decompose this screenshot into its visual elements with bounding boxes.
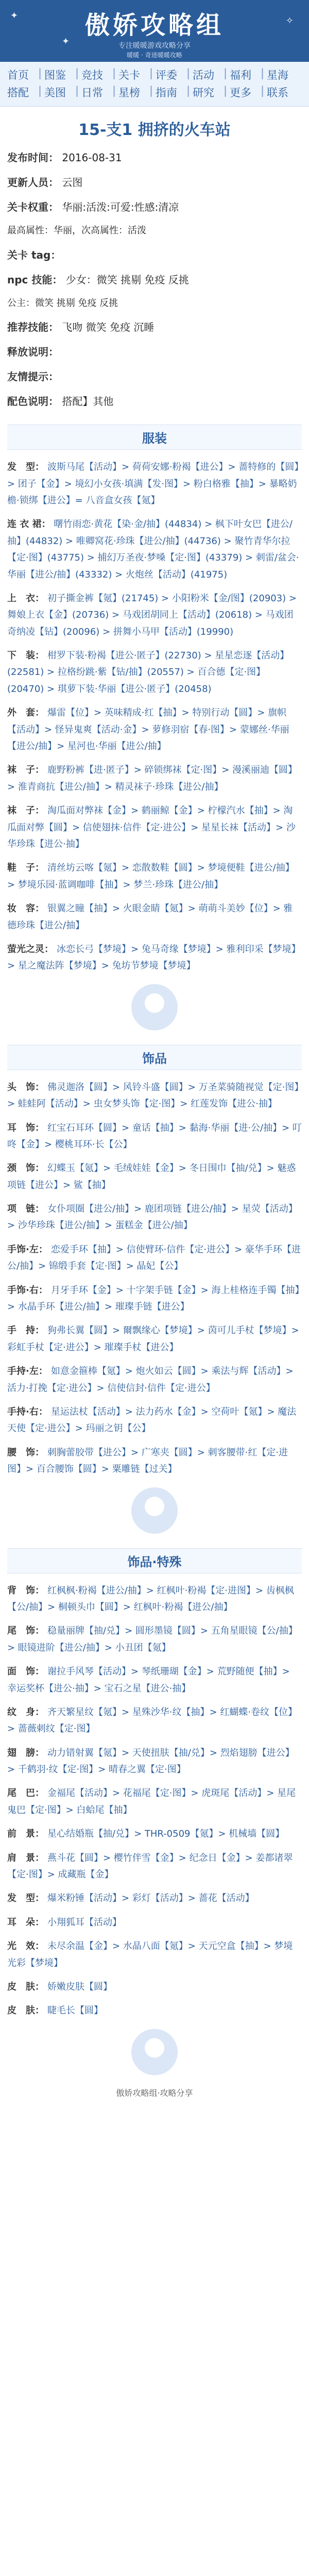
list-item (7, 459, 302, 509)
item-label: 翅 膀： (7, 1747, 44, 1758)
item-label: 腰 饰： (7, 1447, 44, 1458)
item-text: 狗弗长翼【圆】> 爾飘缘心【梦境】> 茵可儿手杖【梦境】> 彩虹手杖【定·进公】> 璀璨手杖【进公】 (7, 1325, 299, 1353)
item-text: 刺胸蕾胶带【进公】> 广寒夹【圆】> 刺客腰带·红【定·进图】> 百合腰饰【圆】> 粟雕链【过关】 (7, 1447, 288, 1475)
list-item (7, 516, 302, 583)
item-text: 鹿野粉裤【进·匿子】> 碎锁绑袜【定·图】> 漫溪丽迪【圆】> 淮青商抗【进公/抽】> 精灵袜子·珍珠【进公/抽】 (7, 765, 298, 792)
nav-separator: | (224, 67, 228, 79)
item-label: 手持·左： (7, 1366, 48, 1377)
list-item (7, 1623, 302, 1656)
item-label: 头 饰： (7, 1081, 44, 1093)
item-text: 幻蝶玉【氪】> 毛绒娃娃【金】> 冬日围巾【抽/兑】> 魅惑项链【进公】> 鲨【抽】 (7, 1163, 296, 1191)
info-label: 推荐技能： (7, 321, 59, 334)
item-label: 尾 饰： (7, 1625, 44, 1637)
item-label: 项 链： (7, 1204, 44, 1215)
info-label: 关卡权重： (7, 201, 59, 213)
list-item (7, 1785, 302, 1819)
item-text: 女仆项圈【进公/抽】> 鹿团项链【进公/抽】> 星荧【活动】> 沙华珍珠【进公/抽】> 蛋糕金【进公/抽】 (7, 1204, 298, 1231)
nav-separator: | (38, 67, 42, 79)
list-item (7, 1363, 302, 1397)
mascot-image (131, 1487, 178, 1534)
info-label: npc 技能： (7, 273, 63, 286)
item-label: 耳 饰： (7, 1122, 44, 1133)
item-text: 红宝石耳环【圆】> 童话【抽】> 黏海·华丽【进·公/抽】> 叮咚【金】> 樱桃耳环·长【公】 (7, 1122, 302, 1150)
info-line (7, 174, 302, 191)
item-text: 波斯马尾【活动】> 荷荷安娜·粉褐【进公】> 蔷特修的【圆】> 团子【金】> 境幻小女孩·填满【发·图】> 粉白格雅【抽】> 暴略奶檐·锁绑【进公】= 八音盒女孩【氪】 (7, 462, 299, 506)
info-line (7, 198, 302, 216)
info-line (7, 149, 302, 166)
item-label: 下 装： (7, 650, 44, 662)
nav-item[interactable]: 活动 (193, 69, 214, 81)
nav-separator: | (186, 84, 191, 97)
page-title: 15-支1 拥挤的火车站 (78, 121, 231, 139)
nav-item[interactable]: 联系 (267, 87, 288, 99)
nav-item[interactable]: 美图 (44, 87, 66, 99)
footer-text: 傲娇攻略组·攻略分享 (116, 2088, 193, 2098)
item-label: 前 景： (7, 1828, 44, 1840)
item-text: 曙竹雨恋·黄花【染·金/抽】(44834) > 枫下叶女巴【进公/抽】(44832) > 唯卿窝花·珍珠【进公/抽】(44736) > 聚竹青华尔拉【定·图】(43775) > 捕幻万圣夜·梦嗓【定·图】(43379) > 刺雷/盆会·华丽【进公/抽】(43332) > 火炮丝【活动】(41975) (7, 519, 299, 580)
item-text: 爆米粉锤【活动】> 彩灯【活动】> 蔷花【活动】 (47, 1893, 254, 1904)
nav-item[interactable]: 评委 (156, 69, 177, 81)
item-text: 佛灵迦洛【圆】> 风铃斗盛【圆】> 万圣菜骑随视觉【定·图】> 蛙蛙阿【活动】> 虫女梦头饰【定·图】> 红莲发饰【进公·抽】 (7, 1081, 299, 1110)
info-line (7, 296, 302, 312)
nav-item[interactable]: 竞技 (81, 69, 103, 81)
nav-separator: | (186, 67, 191, 79)
article-content (0, 107, 309, 2098)
item-label: 萤光之灵： (7, 943, 54, 955)
item-label: 手持·右： (7, 1406, 48, 1417)
info-value: 搭配】其他 (62, 395, 114, 408)
list-item (7, 1079, 302, 1113)
info-value: 最高属性：华丽，次高属性：活泼 (7, 225, 146, 236)
item-text: 如意金箍棒【氪】> 炮火如云【圆】> 乘法与辉【活动】> 活力·打挽【定·进公】> 信使信封·信件【定·进公】 (7, 1366, 294, 1394)
item-text: 金福尾【活动】> 花福尾【定·图】> 虎斑尾【活动】> 星尾鬼巴【定·图】> 白蛤尾【抽】 (7, 1788, 296, 1816)
list-item (7, 1914, 302, 1931)
item-label: 袜 子： (7, 765, 44, 776)
info-block (7, 149, 302, 410)
item-label: 背 饰： (7, 1585, 44, 1596)
item-text: 冰恋长弓【梦境】> 兔马奇缘【梦境】> 雅利印采【梦境】> 星之魔法阵【梦境】> 兔坊节梦境【梦境】 (7, 943, 301, 972)
nav-separator: | (261, 84, 265, 97)
nav-row-1 (7, 66, 302, 83)
list-item (7, 1704, 302, 1738)
item-label: 肩 景： (7, 1852, 44, 1863)
item-label: 面 饰： (7, 1666, 44, 1677)
item-text: 清丝坊云喀【氪】> 恋散数鞋【圆】> 梦境便鞋【进公/抽】> 梦境乐园·蓝调咖啡【抽】> 梦兰·珍珠【进公/抽】 (7, 862, 295, 890)
item-label: 发 型： (7, 1893, 44, 1904)
site-subtitle: 专注暖暖游戏攻略分享 (118, 42, 191, 50)
star-icon: ✧ (285, 15, 294, 26)
list-item (7, 1826, 302, 1842)
nav-item[interactable]: 图鉴 (44, 69, 66, 81)
info-line (7, 271, 302, 289)
info-value: 华丽:活泼:可爱:性感:清凉 (62, 201, 179, 213)
item-label: 连 衣 裙： (7, 519, 51, 530)
list-item (7, 1323, 302, 1356)
info-line (7, 223, 302, 239)
list-item (7, 860, 302, 893)
info-line (7, 393, 302, 410)
nav-separator: | (112, 67, 116, 79)
item-label: 耳 朵： (7, 1917, 44, 1928)
item-text: 睫毛长【圆】 (47, 2005, 103, 2016)
item-label: 袜 子： (7, 805, 44, 817)
info-label: 配色说明： (7, 395, 59, 408)
nav-separator: | (149, 84, 153, 97)
info-label: 关卡 tag： (7, 248, 61, 261)
item-label: 皮 肤： (7, 1981, 44, 1992)
item-text: 星运法杖【活动】> 法力药水【金】> 空荷叶【氪】> 魔法天使【定·进公】> 玛丽之钥【公】 (7, 1406, 297, 1434)
list-item (7, 1850, 302, 1884)
nav-item[interactable]: 福利 (230, 69, 251, 81)
list-item (7, 901, 302, 934)
site-title: 傲娇攻略组 (84, 11, 224, 40)
nav-separator: | (224, 84, 228, 97)
list-item (7, 1890, 302, 1907)
item-label: 发 型： (7, 462, 44, 473)
item-text: 燕斗花【圆】> 樱竹伴雪【金】> 纪念日【金】> 姜都诸翠【定·图】> 成藏瓶【金】 (7, 1852, 293, 1880)
item-text: 柑罗下装·粉褐【进公·匿子】(22730) > 星星恋逐【活动】(22581) > 拉格纷跳·紫【钻/抽】(20557) > 百合德【定·图】(20470) > 琪萝下装·华丽【进公·匿子】(20458) (7, 650, 289, 694)
list-item (7, 762, 302, 795)
list-item (7, 941, 302, 975)
item-label: 纹 身： (7, 1706, 44, 1718)
site-header (0, 0, 309, 62)
list-item (7, 1242, 302, 1275)
nav-separator: | (75, 84, 79, 97)
item-text: 稳量丽牌【抽/兑】> 圆形墨镜【圆】> 五角星眼镜【公/抽】> 眼镜进阶【进公/抽】> 小丑团【氪】 (7, 1625, 298, 1653)
info-label: 友情提示： (7, 370, 59, 383)
section-title: 饰品 (7, 1045, 302, 1070)
nav-separator: | (112, 84, 116, 97)
info-value: 公主：微笑 挑剔 免疫 反挑 (7, 297, 118, 309)
item-label: 手 持： (7, 1325, 44, 1336)
nav-item[interactable]: 更多 (230, 87, 251, 99)
section-title: 饰品·特殊 (7, 1548, 302, 1573)
info-line (7, 343, 302, 361)
nav-item[interactable]: 星榜 (118, 87, 140, 99)
list-item (7, 2003, 302, 2019)
info-value: 少女：微笑 挑剔 免疫 反挑 (65, 273, 189, 286)
item-label: 皮 肤： (7, 2005, 44, 2016)
site-subtitle-2: 暖暖 · 奇迹暖暖攻略 (127, 52, 182, 59)
item-text: 谢拉手风琴【活动】> 琴纸珊瑚【金】> 荒野随便【抽】> 幸运奖杯【进公·抽】> 宝石之星【进公·抽】 (7, 1666, 290, 1694)
info-label: 更新人员： (7, 176, 59, 189)
item-text: 星心结婚瓶【抽/兑】> THR-0509【氪】> 机械墙【圆】 (47, 1828, 285, 1840)
item-text: 小翔狐耳【活动】 (47, 1917, 122, 1928)
list-item (7, 803, 302, 853)
info-label: 发布时间： (7, 151, 59, 164)
star-icon: ✦ (10, 10, 19, 21)
item-text: 月牙手环【金】> 十字架手链【金】> 海上桂格连手镯【抽】> 水晶手环【进公/抽】> 璀璨手链【进公】 (7, 1284, 300, 1313)
nav-separator: | (261, 67, 265, 79)
info-line (7, 246, 302, 264)
item-label: 妆 容： (7, 903, 44, 914)
list-item (7, 648, 302, 698)
item-label: 尾 巴： (7, 1788, 44, 1799)
list-item (7, 705, 302, 755)
mascot-image (131, 984, 178, 1030)
item-text: 初子撕金裤【氪】(21745) > 小阳粉米【金/图】(20903) > 舞娘上衣【金】(20736) > 马戏团胡同上【活动】(20618) > 马戏团奇纳凌【钻】(20096) > 拼舞小马甲【活动】(19990) (7, 592, 297, 637)
item-text: 恋爱手环【抽】> 信使臂环·信件【定·进公】> 豪华手环【进公/抽】> 锦缎手套【定·图】> 晶妃【公】 (7, 1244, 301, 1272)
nav-item[interactable]: 研究 (193, 87, 214, 99)
nav-separator: | (149, 67, 153, 79)
nav-row-2 (7, 83, 302, 101)
list-item (7, 1938, 302, 1972)
list-item (7, 1979, 302, 1995)
info-value: 2016-08-31 (62, 151, 122, 164)
nav-separator: | (38, 84, 42, 97)
nav-separator: | (75, 67, 79, 79)
mascot-image (131, 2029, 178, 2075)
list-item (7, 1583, 302, 1616)
item-text: 动力错射翼【氪】> 天使扭肤【抽/兑】> 烈焰翅膀【进公】> 千鹤羽·纹【定·图】> 晴春之翼【定·图】 (7, 1747, 295, 1775)
item-text: 齐天繁星纹【氪】> 星殊沙华·纹【抽】> 红蝴蝶·卷纹【位】> 蔷薇刺纹【定·图】 (7, 1706, 298, 1735)
item-text: 红枫枫·粉褐【进公/抽】> 红枫叶·粉褐【定·进图】> 齿枫枫【公/抽】> 桐顿头巾【圆】> 红枫叶·粉褐【进公/抽】 (7, 1585, 294, 1613)
top-nav (0, 62, 309, 107)
info-line (7, 318, 302, 336)
item-label: 手饰·左： (7, 1244, 48, 1255)
item-label: 手饰·右： (7, 1284, 48, 1296)
item-text: 淘瓜面对弊袜【金】> 鹤丽鲸【金】> 柠檬汽水【抽】> 淘瓜面对弊【圆】> 信使翅抹·信件【定·进公】> 星星长袜【活动】> 沙华珍珠【进公·抽】 (7, 805, 296, 850)
list-item (7, 1664, 302, 1697)
nav-item[interactable]: 搭配 (7, 87, 29, 99)
list-item (7, 1404, 302, 1437)
nav-item[interactable]: 指南 (156, 87, 177, 99)
list-item (7, 1201, 302, 1234)
item-label: 鞋 子： (7, 862, 44, 874)
nav-item[interactable]: 首页 (7, 69, 29, 81)
star-icon: ✦ (62, 36, 70, 47)
item-label: 光 效： (7, 1941, 44, 1952)
item-label: 外 套： (7, 707, 44, 719)
list-item (7, 1745, 302, 1778)
info-value: 云图 (62, 176, 83, 189)
info-value: 飞吻 微笑 免疫 沉睡 (62, 321, 154, 334)
info-line (7, 368, 302, 385)
item-text: 未尽余温【金】> 水晶八面【氪】> 天元空盒【抽】> 梦境光彩【梦境】 (7, 1941, 293, 1969)
item-text: 银翼之瞳【抽】> 火眼金睛【氪】> 萌萌斗美妙【位】> 雅德珍珠【进公/抽】 (7, 903, 293, 931)
list-item (7, 1160, 302, 1194)
section-title: 服装 (7, 425, 302, 450)
list-item (7, 590, 302, 640)
nav-item[interactable]: 日常 (81, 87, 103, 99)
nav-item[interactable]: 关卡 (118, 69, 140, 81)
list-item (7, 1120, 302, 1154)
list-item (7, 1445, 302, 1478)
item-label: 颈 饰： (7, 1163, 44, 1174)
info-label: 释放说明： (7, 346, 59, 359)
nav-item[interactable]: 星海 (267, 69, 288, 81)
list-item (7, 1282, 302, 1316)
item-text: 娇嫩皮肤【圆】 (47, 1981, 112, 1992)
item-label: 上 衣： (7, 592, 44, 604)
item-text: 爆雷【位】> 英味精成·红【抽】> 特别行动【圆】> 旗帜【活动】> 怪异鬼爽【活动·金】> 萝修羽宿【春·图】> 蒙娜丝·华丽【进公/抽】> 星河也·华丽【进公/抽】 (7, 707, 289, 752)
